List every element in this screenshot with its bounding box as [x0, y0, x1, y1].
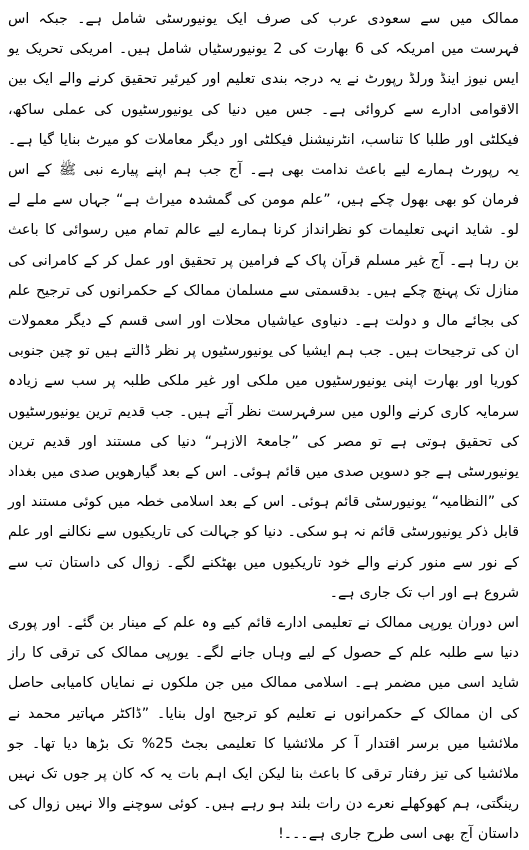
article-paragraph-2: اس دوران یورپی ممالک نے تعلیمی ادارے قائم کیے وہ علم کے مینار بن گئے۔ اور پوری دنیا سے طلبہ علم کے حصول کے لیے وہاں جانے لگے۔ یورپی ممالک کی ترقی کا راز شاید اسی میں مضمر ہے۔ اسلامی ممالک میں جن ملکوں نے نمایاں کامیابی حاصل کی ان ممالک کے حکمرانوں نے تعلیم کو ترجیح اول بنایا۔ ”ڈاکٹر مہاتیر محمد نے ملائشیا میں برسر اقتدار آ کر ملائشیا کا تعلیمی بجٹ 25% تک بڑھا دیا تھا۔ جو ملائشیا کی تیز رفتار ترقی کا باعث بنا لیکن ایک اہم بات یہ کہ کان پر جوں تک نہیں رینگتی، ہم کھوکھلے نعرے دن رات بلند ہو رہے ہیں۔ کوئی سوچنے والا نہیں زوال کی داستان آج بھی اسی طرح جاری ہے۔۔۔!: [8, 615, 519, 843]
article-paragraph-1: ممالک میں سے سعودی عرب کی صرف ایک یونیورسٹی شامل ہے۔ جبکہ اس فہرست میں امریکہ کی 6 بھارت کی 2 یونیورسٹیاں شامل ہیں۔ امریکی تحریک یو ایس نیوز اینڈ ورلڈ رپورٹ نے یہ درجہ بندی تعلیم اور کیرئیر تحقیق کرنے والے ایک بین الاقوامی ادارے سے کروائی ہے۔ جس میں دنیا کی یونیورسٹیوں کی عملی ساکھ، فیکلٹی اور طلبا کا تناسب، انٹرنیشنل فیکلٹی اور دیگر معاملات کو میرٹ بنایا گیا ہے۔ یہ رپورٹ ہمارے لیے باعث ندامت بھی ہے۔ آج جب ہم اپنے پیارے نبی ﷺ کے اس فرمان کو بھی بھول چکے ہیں، ”علم مومن کی گمشدہ میراث ہے“ جہاں سے ملے لے لو۔ شاید انہی تعلیمات کو نظرانداز کرنا ہمارے لیے عالم تمام میں رسوائی کا باعث بن رہا ہے۔ آج غیر مسلم قرآن پاک کے فرامین پر تحقیق اور عمل کر کے کامرانی کی منازل تک پہنچ چکے ہیں۔ بدقسمتی سے مسلمان ممالک کے حکمرانوں کی ترجیح علم کی بجائے مال و دولت ہے۔ دنیاوی عیاشیاں محلات اور اسی قسم کے دیگر معمولات ان کی ترجیحات ہیں۔ جب ہم ایشیا کی یونیورسٹیوں پر نظر ڈالتے ہیں تو چین جنوبی کوریا اور بھارت اپنی یونیورسٹیوں میں ملکی اور غیر ملکی طلبہ پر سب سے زیادہ سرمایہ کاری کرنے والوں میں سرفہرست نظر آتے ہیں۔ جب قدیم ترین یونیورسٹیوں کی تحقیق ہوتی ہے تو مصر کی ”جامعۃ الازہر“ دنیا کی مستند اور قدیم ترین یونیورسٹی ہے جو دسویں صدی میں قائم ہوئی۔ اس کے بعد گیارھویں صدی میں بغداد کی ”النظامیہ“ یونیورسٹی قائم ہوئی۔ اس کے بعد اسلامی خطہ میں کوئی مستند اور قابل ذکر یونیورسٹی قائم نہ ہو سکی۔ دنیا کو جہالت کی تاریکیوں سے نکالنے اور علم کے نور سے منور کرنے والے خود تاریکیوں میں بھٹکنے لگے۔ زوال کی داستان تب سے شروع ہے اور اب تک جاری ہے۔: [8, 11, 519, 601]
